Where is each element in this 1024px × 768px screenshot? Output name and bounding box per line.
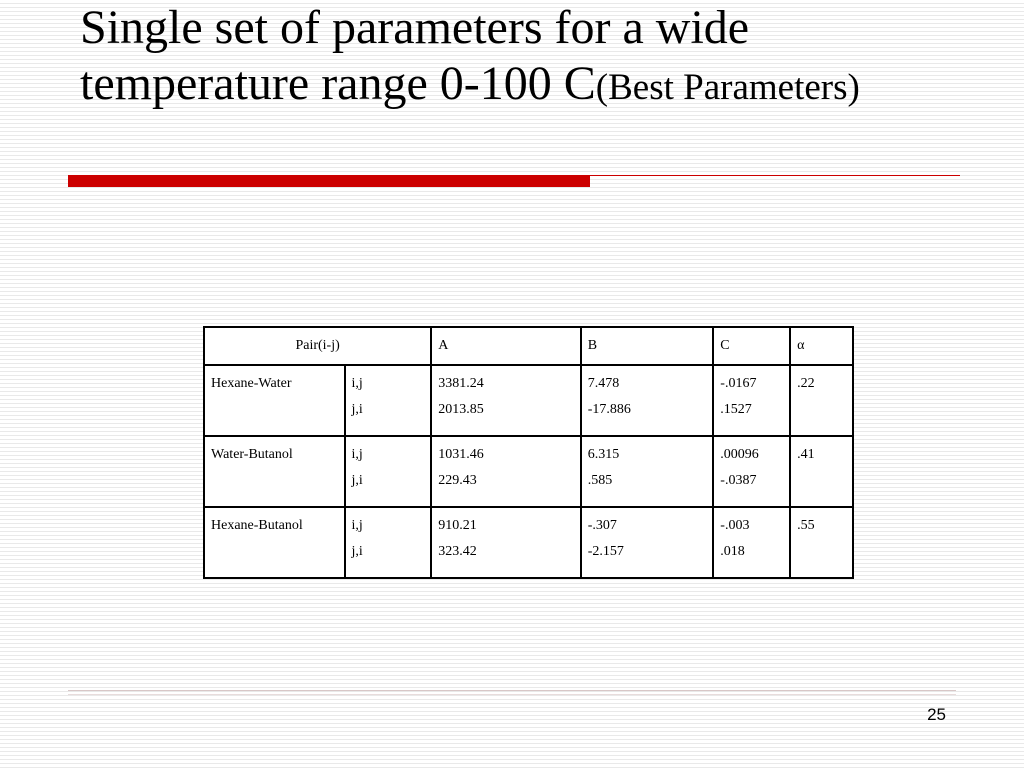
title-underline-thick	[68, 175, 590, 187]
slide-title-suffix: (Best Parameters)	[595, 67, 860, 108]
c-cell: -.003	[713, 507, 790, 534]
b-cell: 6.315	[581, 436, 714, 463]
alpha-cell-empty	[790, 392, 853, 436]
header-c: C	[713, 327, 790, 365]
header-a: A	[431, 327, 581, 365]
header-pair: Pair(i-j)	[204, 327, 431, 365]
direction-cell: j,i	[345, 463, 432, 507]
b-cell: -2.157	[581, 534, 714, 578]
direction-cell: j,i	[345, 392, 432, 436]
pair-name: Hexane-Butanol	[204, 507, 345, 534]
c-cell: .018	[713, 534, 790, 578]
alpha-cell-empty	[790, 463, 853, 507]
footer-divider	[68, 690, 956, 691]
footer-divider-secondary	[68, 694, 956, 695]
header-b: B	[581, 327, 714, 365]
direction-cell: i,j	[345, 436, 432, 463]
direction-cell: i,j	[345, 365, 432, 392]
a-cell: 910.21	[431, 507, 581, 534]
alpha-cell: .55	[790, 507, 853, 534]
table-row	[204, 463, 853, 507]
a-cell: 2013.85	[431, 392, 581, 436]
a-cell: 1031.46	[431, 436, 581, 463]
c-cell: -.0387	[713, 463, 790, 507]
title-underline-thin	[590, 175, 960, 176]
c-cell: .00096	[713, 436, 790, 463]
table-row	[204, 365, 853, 392]
header-alpha: α	[790, 327, 853, 365]
c-cell: -.0167	[713, 365, 790, 392]
table-row	[204, 534, 853, 578]
table-header-row	[204, 327, 853, 365]
pair-name-empty	[204, 534, 345, 578]
direction-cell: j,i	[345, 534, 432, 578]
pair-name: Hexane-Water	[204, 365, 345, 392]
parameters-table	[203, 326, 854, 579]
pair-name: Water-Butanol	[204, 436, 345, 463]
b-cell: -17.886	[581, 392, 714, 436]
table-row	[204, 507, 853, 534]
b-cell: .585	[581, 463, 714, 507]
a-cell: 229.43	[431, 463, 581, 507]
slide-title	[80, 0, 980, 116]
page-number: 25	[927, 705, 946, 724]
alpha-cell: .22	[790, 365, 853, 392]
b-cell: -.307	[581, 507, 714, 534]
table-row	[204, 436, 853, 463]
slide-title-main: Single set of parameters for a wide temperature range 0-100 C	[80, 1, 750, 110]
b-cell: 7.478	[581, 365, 714, 392]
table-row	[204, 392, 853, 436]
pair-name-empty	[204, 463, 345, 507]
alpha-cell-empty	[790, 534, 853, 578]
a-cell: 3381.24	[431, 365, 581, 392]
a-cell: 323.42	[431, 534, 581, 578]
alpha-cell: .41	[790, 436, 853, 463]
pair-name-empty	[204, 392, 345, 436]
c-cell: .1527	[713, 392, 790, 436]
direction-cell: i,j	[345, 507, 432, 534]
